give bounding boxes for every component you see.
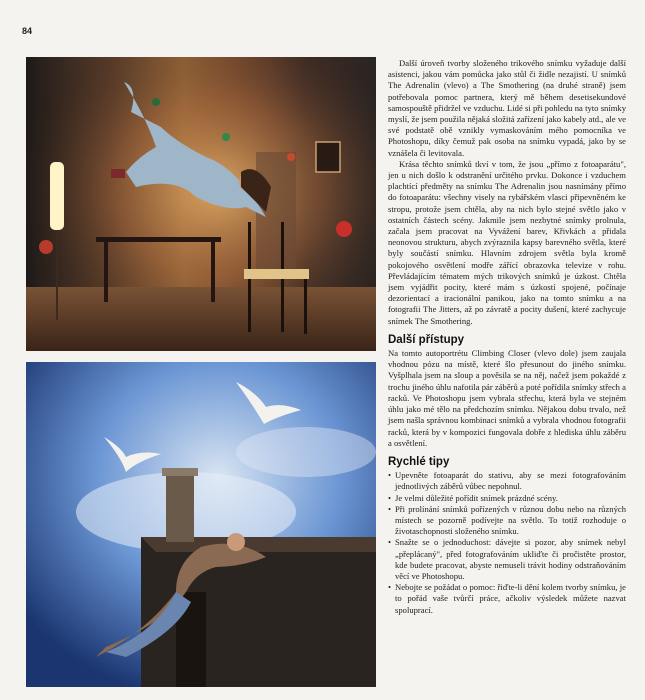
photo-the-adrenalin xyxy=(26,57,376,351)
article-text xyxy=(388,58,626,616)
photo-top-art xyxy=(26,57,376,351)
heading-dalsi-pristupy: Další přístupy xyxy=(388,333,465,346)
photo-bottom-art xyxy=(26,362,376,687)
photo-climbing-closer xyxy=(26,362,376,687)
tip-item: • Upevněte fotoaparát do stativu, aby se mezi fotografováním jednotlivých záběrů vůbec nepohnul. xyxy=(388,470,626,492)
paragraph-3: Na tomto autoportrétu Climbing Closer (vlevo dole) jsem zaujala vhodnou pózu na místě, které šlo přesunout do jiného snímku. Vyšplhala jsem na sloup a pověsila se na něj, načež jsem pokaždé z trochu jiného úhlu nafotila pár záběrů a poté pořídila snímky střech a racků. Ve Photoshopu jsem vybrala střechu, která byla ve stejném úhlu jako mé tělo na předchozím snímku. Nějakou dobu trvalo, než jsem našla správnou kombinaci snímků a vybrala vhodnou fotografii racků, která by v kompozici fungovala dobře z hlediska úhlu záběru a osvětlení. xyxy=(388,348,626,448)
tips-list xyxy=(388,470,626,616)
heading-rychle-tipy: Rychlé tipy xyxy=(388,455,450,468)
paragraph-2: Krása těchto snímků tkví v tom, že jsou „přímo z fotoaparátu", jen u nich došlo k odstranění určitého prvku. Dokonce i vzduchem plachtící předměty na snímku The Adrenalin jsou nasnímány přímo do fotoaparátu: všechny visely na rybářském vlasci připevněném ke stropu, protože jsem chtěla, aby na nich bylo stejné světlo jako v ostatních částech scény. Jakmile jsem nezbytné snímky prolnula, začala jsem pracovat na Vyvážení barev, Křivkách a přidala neonovou strukturu, abych zvýraznila kapsy barevného světla, které byly součástí snímku. Hlavním zdrojem světla byla kromě pokojového osvětlení modře zářící obrazovka televize v rohu. Převládajícím tématem mých trikových snímků je úzkost. Chtěla jsem vyjádřit pocity, které mám s úzkostí spojené, počínaje dezorientací a iracionální panikou, jako na tomto snímku a na fotografii The Jitters, až po závratě a pocity dušení, které zachycuje snímek The Smothering. xyxy=(388,158,626,326)
tip-item: • Je velmi důležité pořídit snímek prázdné scény. xyxy=(388,493,626,504)
tip-item: • Při prolínání snímků pořízených v různou dobu nebo na různých místech se pozorně podívejte na světlo. To totiž rozhoduje o životaschopnosti složeného snímku. xyxy=(388,504,626,538)
page-number: 84 xyxy=(22,26,33,36)
paragraph-1: Další úroveň tvorby složeného trikového snímku vyžaduje další asistenci, jakou vám pomůcka jako stůl či židle nezajistí. U snímků The Adrenalin (vlevo) a The Smothering (na druhé straně) jsem potřebovala pomoc partnera, který mě během desetisekundové samospouště přidržel ve vzduchu. Lidé si při pohledu na tyto snímky myslí, že jsem použila nějaká složitá zařízení jako kabely atd., ale ve své podstatě obě vznikly vymaskováním mého pomocníka ve Photoshopu, díky čemuž pak osoba na snímku vypadá, jako by se vznášela či levitovala. xyxy=(388,58,626,158)
tip-item: • Snažte se o jednoduchost: dávejte si pozor, aby snímek nebyl „přeplácaný", před fotografováním ukliďte či pročistěte prostor, kde budete pracovat, abyste nemuseli trávit hodiny odstraňováním věcí ve Photoshopu. xyxy=(388,537,626,582)
tip-item: • Nebojte se požádat o pomoc: řiďte-li dění kolem tvorby snímku, je to pořád vaše tvůrčí práce, ačkoliv výsledek můžete nazvat spoluprací. xyxy=(388,582,626,616)
